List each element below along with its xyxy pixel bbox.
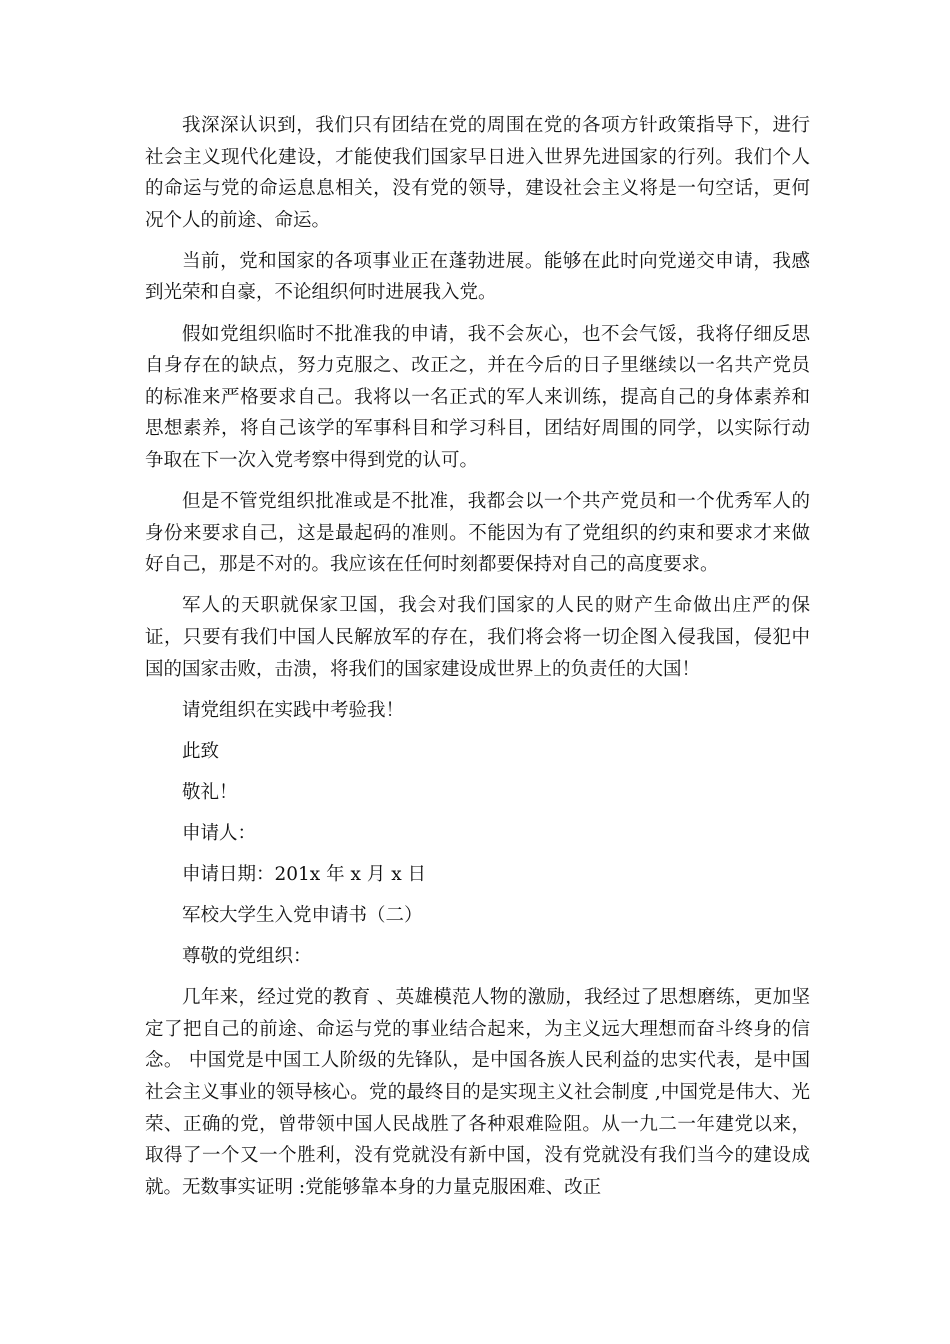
- document-body: [145, 110, 810, 1213]
- paragraph-years-education: 几年来，经过党的教育 、英雄模范人物的激励，我经过了思想磨练，更加坚定了把自己的前途、命运与党的事业结合起来，为主义远大理想而奋斗终身的信念。 中国党是中国工人阶级的先锋队，是中国各族人民利益的忠实代表，是中国社会主义事业的领导核心。党的最终目的是实现主义社会制度 ,中国党是伟大、光荣、正确的党，曾带领中国人民战胜了各种艰难险阻。从一九二一年建党以来，取得了一个又一个胜利，没有党就没有新中国，没有党就没有我们当今的建设成就。无数事实证明 :党能够靠本身的力量克服困难、改正: [145, 987, 810, 1198]
- paragraph-soldier-duty: 军人的天职就保家卫国，我会对我们国家的人民的财产生命做出庄严的保证，只要有我们中国人民解放军的存在，我们将会将一切企图入侵我国，侵犯中国的国家击败，击溃，将我们的国家建设成世界上的负责任的大国！: [145, 595, 810, 680]
- closing-cizhi: 此致: [182, 740, 220, 762]
- closing-test-me: 请党组织在实践中考验我！: [182, 699, 405, 721]
- paragraph-party-unity: 我深深认识到，我们只有团结在党的周围在党的各项方针政策指导下，进行社会主义现代化建设，才能使我们国家早日进入世界先进国家的行列。我们个人的命运与党的命运息息相关，没有党的领导，建设社会主义将是一句空话，更何况个人的前途、命运。: [145, 115, 810, 231]
- salutation: 尊敬的党组织：: [182, 946, 312, 968]
- section-title-two: 军校大学生入党申请书（二）: [182, 905, 423, 927]
- application-date: 申请日期：201x 年 x 月 x 日: [182, 863, 427, 885]
- paragraph-if-not-approved: 假如党组织临时不批准我的申请，我不会灰心，也不会气馁，我将仔细反思自身存在的缺点，努力克服之、改正之，并在今后的日子里继续以一名共产党员的标准来严格要求自己。我将以一名正式的军人来训练，提高自己的身体素养和思想素养，将自己该学的军事科目和学习科目，团结好周围的同学，以实际行动争取在下一次入党考察中得到党的认可。: [145, 323, 810, 471]
- paragraph-current-development: 当前，党和国家的各项事业正在蓬勃进展。能够在此时向党递交申请，我感到光荣和自豪，不论组织何时进展我入党。: [145, 250, 810, 304]
- closing-jingli: 敬礼！: [182, 781, 238, 803]
- paragraph-self-requirement: 但是不管党组织批准或是不批准，我都会以一个共产党员和一个优秀军人的身份来要求自己，这是最起码的准则。不能因为有了党组织的约束和要求才来做好自己，那是不对的。我应该在任何时刻都要保持对自己的高度要求。: [145, 491, 810, 576]
- applicant-label: 申请人：: [182, 822, 257, 844]
